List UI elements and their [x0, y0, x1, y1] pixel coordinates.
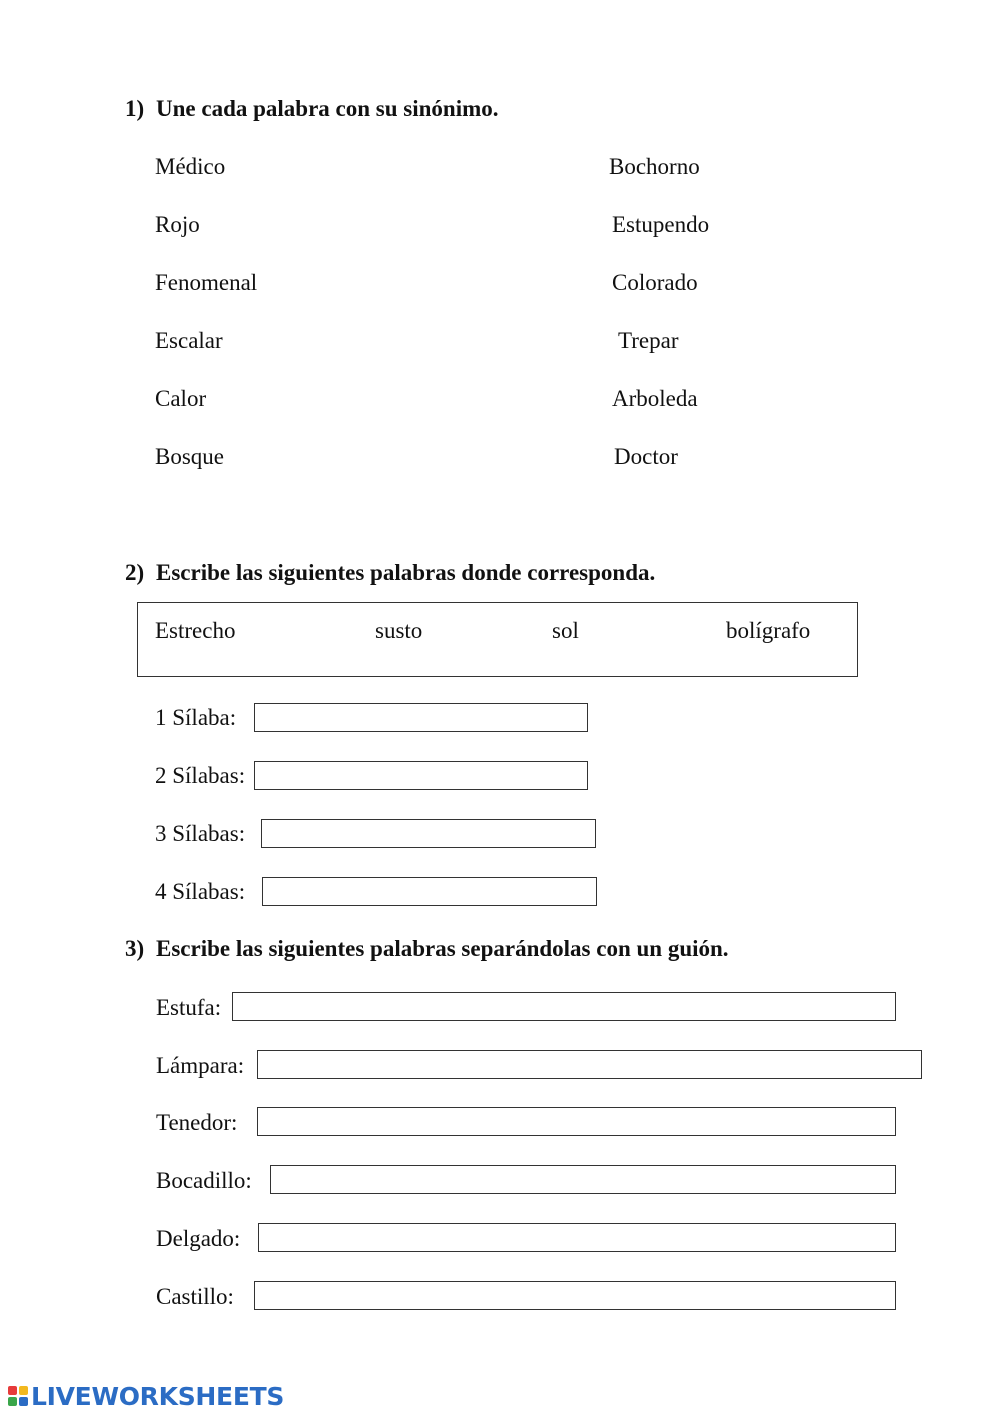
syllable-input-4[interactable]: [262, 877, 597, 906]
left-word-2[interactable]: Rojo: [155, 212, 200, 237]
hyphen-label-4: Bocadillo:: [156, 1168, 252, 1193]
hyphen-label-1: Estufa:: [156, 995, 222, 1020]
hyphen-input-6[interactable]: [254, 1281, 896, 1310]
syllable-input-3[interactable]: [261, 819, 596, 848]
left-word-5[interactable]: Calor: [155, 386, 207, 411]
section-3-title: Escribe las siguientes palabras separándolas con un guión.: [156, 936, 729, 961]
liveworksheets-logo[interactable]: [8, 1381, 284, 1411]
word-bank-item-2: susto: [375, 618, 423, 643]
section-1-title: Une cada palabra con su sinónimo.: [156, 96, 499, 121]
hyphen-input-5[interactable]: [258, 1223, 896, 1252]
syllable-input-1[interactable]: [254, 703, 588, 732]
word-bank-item-3: sol: [552, 618, 579, 643]
syllable-input-2[interactable]: [254, 761, 588, 790]
section-2-number: 2): [125, 560, 145, 585]
syllable-label-3: 3 Sílabas:: [155, 821, 246, 846]
hyphen-label-3: Tenedor:: [156, 1110, 238, 1135]
right-word-6[interactable]: Doctor: [614, 444, 678, 469]
syllable-label-2: 2 Sílabas:: [155, 763, 246, 788]
brand-square-1: [8, 1386, 17, 1395]
section-2-heading: [125, 560, 655, 586]
left-word-6[interactable]: Bosque: [155, 444, 224, 469]
hyphen-label-2: Lámpara:: [156, 1053, 245, 1078]
right-word-2[interactable]: Estupendo: [612, 212, 710, 237]
hyphen-input-1[interactable]: [232, 992, 896, 1021]
right-word-3[interactable]: Colorado: [612, 270, 698, 295]
syllable-label-1: 1 Sílaba:: [155, 705, 237, 730]
left-word-4[interactable]: Escalar: [155, 328, 223, 353]
hyphen-input-4[interactable]: [270, 1165, 896, 1194]
left-word-3[interactable]: Fenomenal: [155, 270, 258, 295]
brand-square-2: [19, 1386, 28, 1395]
hyphen-label-5: Delgado:: [156, 1226, 241, 1251]
brand-square-3: [8, 1397, 17, 1406]
hyphen-input-2[interactable]: [257, 1050, 922, 1079]
section-2-title: Escribe las siguientes palabras donde corresponda.: [156, 560, 656, 585]
brand-name: LIVEWORKSHEETS: [31, 1381, 285, 1411]
hyphen-label-6: Castillo:: [156, 1284, 234, 1309]
right-word-4[interactable]: Trepar: [618, 328, 679, 353]
right-word-5[interactable]: Arboleda: [612, 386, 698, 411]
brand-grid-icon: [8, 1386, 28, 1406]
brand-square-4: [19, 1397, 28, 1406]
left-word-1[interactable]: Médico: [155, 154, 226, 179]
right-word-1[interactable]: Bochorno: [609, 154, 700, 179]
section-3-number: 3): [125, 936, 145, 961]
syllable-label-4: 4 Sílabas:: [155, 879, 246, 904]
word-bank-item-4: bolígrafo: [726, 618, 811, 643]
section-1-number: 1): [125, 96, 145, 121]
section-3-heading: [125, 936, 729, 962]
hyphen-input-3[interactable]: [257, 1107, 896, 1136]
word-bank-item-1: Estrecho: [155, 618, 236, 643]
section-1-heading: [125, 96, 499, 122]
